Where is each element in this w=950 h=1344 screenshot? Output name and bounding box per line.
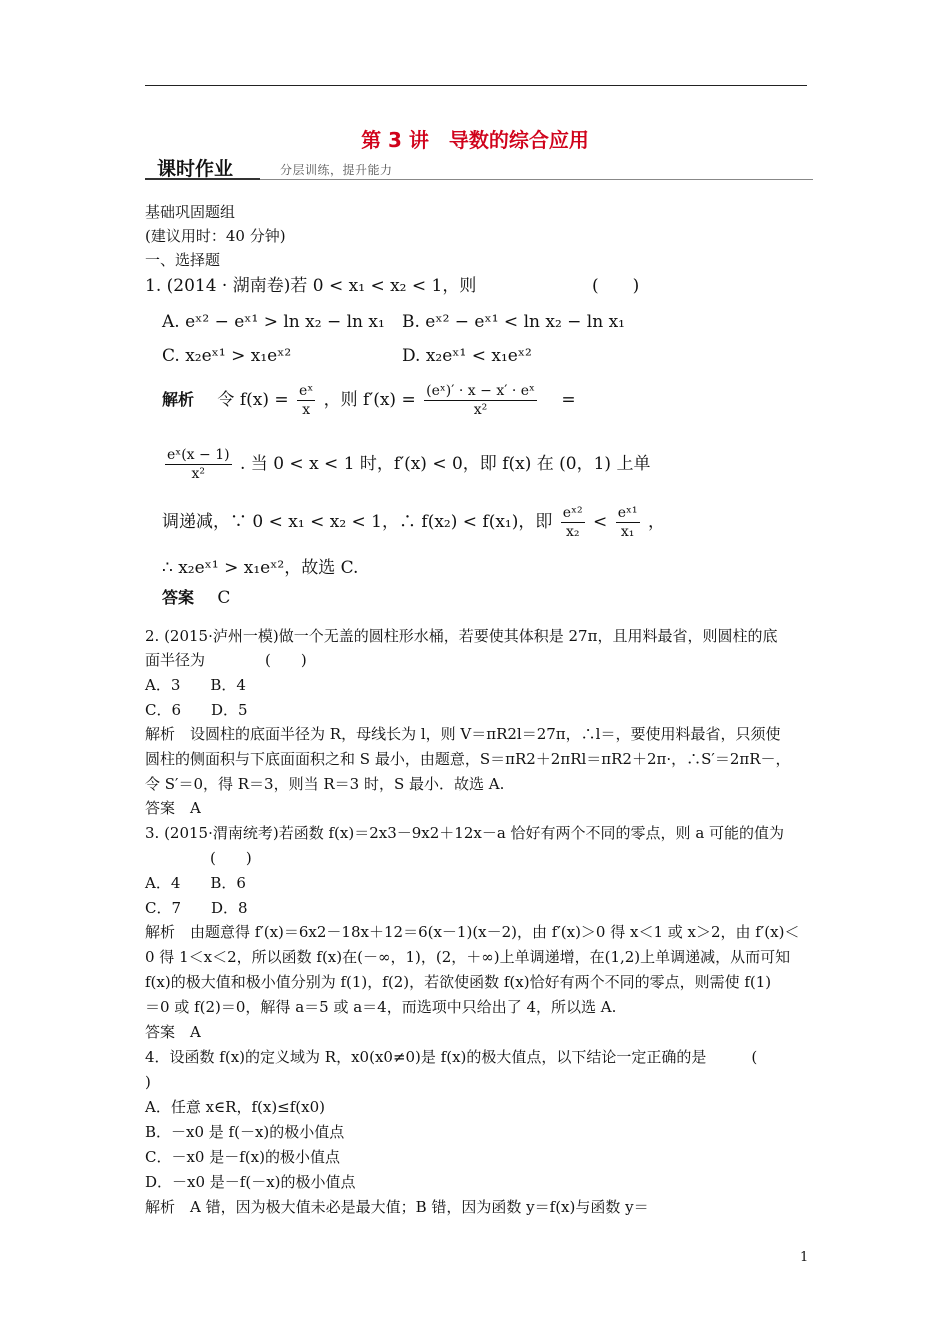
q3-solution-line2: 0 得 1＜x＜2，所以函数 f(x)在(－∞，1)，(2，＋∞)上单调递增，在(1,2)上单调递减，从而可知: [145, 948, 791, 966]
q2-answer: 答案 A: [145, 799, 201, 817]
time-hint: (建议用时：40 分钟): [145, 227, 286, 245]
q1-fraction-result: [165, 446, 232, 483]
q4-option-b: B．－x0 是 f(－x)的极小值点: [145, 1123, 345, 1141]
q3-answer: 答案 A: [145, 1023, 201, 1041]
q1-option-a: A. eˣ² − eˣ¹ > ln x₂ − ln x₁: [162, 312, 385, 332]
q1-frac3-den: x²: [191, 466, 206, 482]
q1-daan-label: 答案: [162, 588, 195, 607]
banner-underline-thin: [260, 179, 813, 180]
q1-fraction-f: [297, 382, 315, 419]
q4-option-c: C．－x0 是－f(x)的极小值点: [145, 1148, 340, 1166]
q1-solution-line3: [162, 504, 665, 541]
q1-option-b: B. eˣ² − eˣ¹ < ln x₂ − ln x₁: [402, 312, 626, 332]
q3-solution-line1: 解析 由题意得 f′(x)＝6x2－18x＋12＝6(x－1)(x－2)，由 f′(x)＞0 得 x＜1 或 x＞2，由 f′(x)＜: [145, 923, 800, 941]
q4-option-a: A．任意 x∈R，f(x)≤f(x0): [145, 1098, 326, 1116]
page-number: 1: [800, 1250, 809, 1265]
q3-solution-line3: f(x)的极大值和极小值分别为 f(1)，f(2)，若欲使函数 f(x)恰好有两个不同的零点，则需使 f(1): [145, 973, 772, 991]
q1-stem-text: 1. (2014 · 湖南卷)若 0 < x₁ < x₂ < 1，则: [145, 276, 477, 296]
q2-stem-line1: 2. (2015·泸州一模)做一个无盖的圆柱形水桶，若要使其体积是 27π，且用料最省，则圆柱的底: [145, 627, 778, 645]
q1-sol2-text: . 当 0 < x < 1 时，f′(x) < 0，即 f(x) 在 (0，1) 上单: [239, 454, 651, 474]
q1-frac4-den: x₂: [565, 524, 580, 540]
q2-solution-line1: 解析 设圆柱的底面半径为 R，母线长为 l，则 V＝πR2l＝27π，∴l＝，要使用料最省，只须使: [145, 725, 781, 743]
banner-main-label: 课时作业: [157, 158, 234, 180]
q4-stem-line1: 4．设函数 f(x)的定义域为 R，x0(x0≠0)是 f(x)的极大值点，以下结论一定正确的是 (: [145, 1048, 758, 1066]
q1-frac4-num: eˣ²: [562, 505, 583, 521]
q1-solution-line2: [162, 446, 650, 483]
q1-fraction-fprime: [424, 382, 537, 419]
q1-solution-line4: ∴ x₂eˣ¹ > x₁eˣ²，故选 C.: [162, 558, 359, 578]
q1-frac5-num: eˣ¹: [617, 505, 638, 521]
q3-stem-line1: 3. (2015·渭南统考)若函数 f(x)＝2x3－9x2＋12x－a 恰好有两个不同的零点，则 a 可能的值为: [145, 824, 785, 842]
q1-fraction-ex1: [616, 504, 640, 541]
banner-subtitle: 分层训练，提升能力: [280, 163, 393, 177]
top-rule: [145, 85, 807, 86]
homework-banner: [145, 152, 813, 180]
q1-fraction-ex2: [561, 504, 585, 541]
q4-solution-line1: 解析 A 错，因为极大值未必是最大值；B 错，因为函数 y＝f(x)与函数 y＝: [145, 1198, 649, 1216]
page-title: 第 3 讲 导数的综合应用: [361, 128, 589, 152]
q1-sol1-c: =: [561, 390, 576, 410]
q2-stem-line2: 面半径为 ( ): [145, 651, 307, 669]
q1-solution-line1: [162, 382, 576, 419]
banner-underline-thick: [145, 178, 260, 180]
q1-stem: [145, 276, 476, 296]
q1-sol3-text: 调递减，∵ 0 < x₁ < x₂ < 1，∴ f(x₂) < f(x₁)，即: [162, 512, 553, 532]
q1-sol1-a: 令 f(x) =: [217, 390, 289, 410]
q1-frac1-den: x: [302, 402, 311, 418]
q1-sol3-lt: <: [593, 512, 608, 532]
q3-solution-line4: ＝0 或 f(2)＝0，解得 a＝5 或 a＝4，而选项中只给出了 4，所以选 A.: [145, 998, 617, 1016]
q3-options-cd: C．7 D．8: [145, 899, 248, 917]
q1-option-d: D. x₂eˣ¹ < x₁eˣ²: [402, 346, 532, 366]
q1-frac5-den: x₁: [620, 524, 635, 540]
q2-solution-line3: 令 S′＝0，得 R＝3，则当 R＝3 时，S 最小．故选 A.: [145, 775, 505, 793]
q3-stem-line2: ( ): [210, 849, 252, 867]
q2-options-ab: A．3 B．4: [145, 676, 246, 694]
q1-jiexi-label: 解析: [162, 390, 195, 409]
q1-frac3-num: eˣ(x − 1): [167, 447, 230, 463]
q2-solution-line2: 圆柱的侧面积与下底面面积之和 S 最小，由题意，S＝πR2＋2πRl＝πR2＋2π·，∴S′＝2πR－，: [145, 750, 791, 768]
q4-option-d: D．－x0 是－f(－x)的极小值点: [145, 1173, 356, 1191]
q1-answer-line: [162, 588, 230, 608]
q1-frac1-num: eˣ: [299, 383, 314, 399]
q1-answer-paren: ( ): [592, 276, 640, 296]
q1-frac2-den: x²: [473, 402, 488, 418]
q1-frac2-num: (eˣ)′ · x − x′ · eˣ: [426, 383, 535, 399]
section-heading: 一、选择题: [145, 251, 221, 269]
q1-answer-value: C: [217, 588, 231, 608]
q4-stem-line2: ): [145, 1073, 151, 1091]
q1-sol3-end: ，: [647, 512, 665, 532]
q1-option-c: C. x₂eˣ¹ > x₁eˣ²: [162, 346, 292, 366]
group-heading: 基础巩固题组: [145, 203, 236, 221]
q1-sol1-b: ，则 f′(x) =: [323, 390, 416, 410]
q3-options-ab: A．4 B．6: [145, 874, 246, 892]
q2-options-cd: C．6 D．5: [145, 701, 248, 719]
